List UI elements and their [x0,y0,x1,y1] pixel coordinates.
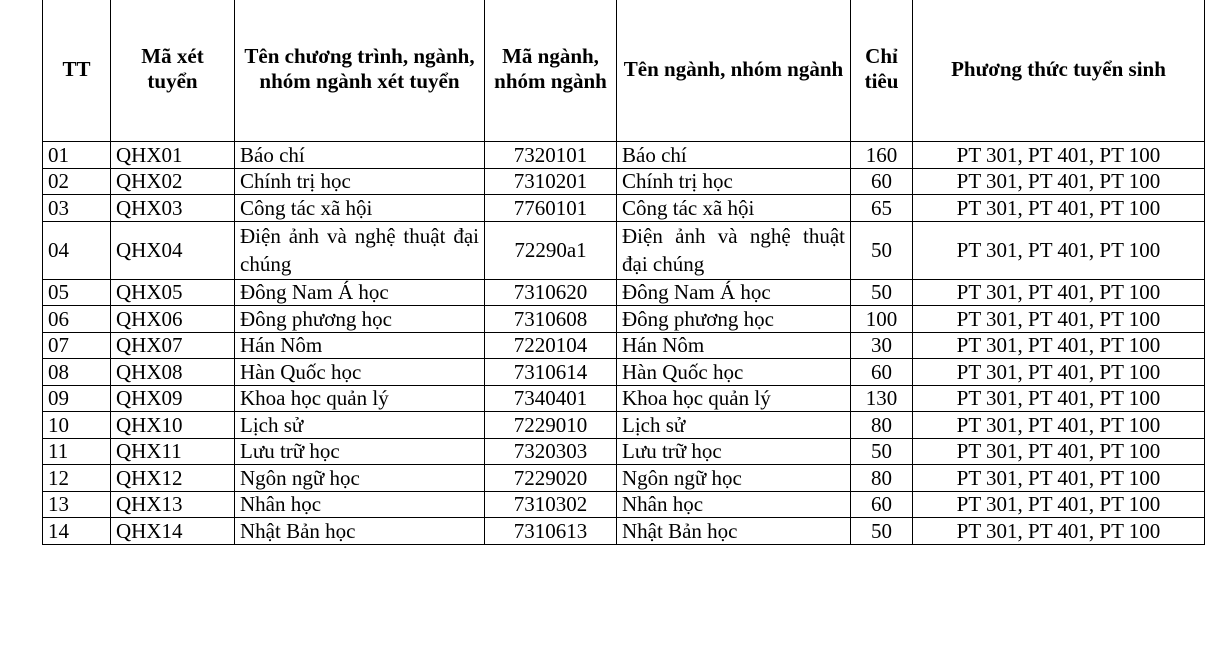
page-edge [1222,0,1228,658]
cell-program-name: Lưu trữ học [235,438,485,465]
cell-major-code: 7310614 [485,359,617,386]
cell-major-name: Lưu trữ học [617,438,851,465]
cell-quota: 60 [851,168,913,195]
cell-method: PT 301, PT 401, PT 100 [913,359,1205,386]
cell-program-name: Nhật Bản học [235,518,485,545]
header-row [43,0,1205,142]
cell-tt: 07 [43,332,111,359]
cell-major-code: 7340401 [485,385,617,412]
cell-tt: 08 [43,359,111,386]
table-row [43,518,1205,545]
cell-major-code: 7320303 [485,438,617,465]
cell-method: PT 301, PT 401, PT 100 [913,412,1205,439]
table-row [43,465,1205,492]
cell-admission-code: QHX03 [111,195,235,222]
cell-method: PT 301, PT 401, PT 100 [913,279,1205,306]
cell-quota: 30 [851,332,913,359]
cell-tt: 09 [43,385,111,412]
cell-admission-code: QHX09 [111,385,235,412]
cell-program-name: Báo chí [235,142,485,169]
header-quota: Chỉ tiêu [851,0,913,142]
cell-major-name: Nhân học [617,491,851,518]
cell-program-name: Nhân học [235,491,485,518]
cell-quota: 50 [851,438,913,465]
cell-major-name: Hàn Quốc học [617,359,851,386]
cell-major-name: Điện ảnh và nghệ thuật đại chúng [617,221,851,279]
header-tt: TT [43,0,111,142]
table-row [43,332,1205,359]
cell-program-name: Ngôn ngữ học [235,465,485,492]
cell-admission-code: QHX01 [111,142,235,169]
table-row [43,491,1205,518]
cell-quota: 100 [851,306,913,333]
cell-major-name: Nhật Bản học [617,518,851,545]
cell-method: PT 301, PT 401, PT 100 [913,306,1205,333]
cell-major-code: 7229020 [485,465,617,492]
cell-quota: 160 [851,142,913,169]
cell-tt: 14 [43,518,111,545]
cell-admission-code: QHX10 [111,412,235,439]
cell-tt: 11 [43,438,111,465]
cell-major-name: Đông phương học [617,306,851,333]
cell-program-name: Khoa học quản lý [235,385,485,412]
cell-admission-code: QHX11 [111,438,235,465]
cell-major-code: 7310620 [485,279,617,306]
header-major-code: Mã ngành, nhóm ngành [485,0,617,142]
cell-major-code: 7760101 [485,195,617,222]
cell-major-code: 7310201 [485,168,617,195]
cell-admission-code: QHX12 [111,465,235,492]
cell-method: PT 301, PT 401, PT 100 [913,438,1205,465]
cell-major-name: Báo chí [617,142,851,169]
cell-admission-code: QHX14 [111,518,235,545]
header-method: Phương thức tuyển sinh [913,0,1205,142]
cell-program-name: Điện ảnh và nghệ thuật đại chúng [235,221,485,279]
cell-major-name: Công tác xã hội [617,195,851,222]
cell-quota: 65 [851,195,913,222]
cell-tt: 13 [43,491,111,518]
cell-admission-code: QHX04 [111,221,235,279]
cell-tt: 01 [43,142,111,169]
cell-method: PT 301, PT 401, PT 100 [913,195,1205,222]
header-admission-code: Mã xét tuyển [111,0,235,142]
cell-quota: 80 [851,465,913,492]
cell-program-name: Lịch sử [235,412,485,439]
cell-tt: 12 [43,465,111,492]
cell-major-code: 7310608 [485,306,617,333]
cell-quota: 130 [851,385,913,412]
cell-tt: 06 [43,306,111,333]
table-row [43,385,1205,412]
table-row [43,142,1205,169]
cell-major-name: Khoa học quản lý [617,385,851,412]
table-row [43,359,1205,386]
cell-admission-code: QHX02 [111,168,235,195]
cell-admission-code: QHX06 [111,306,235,333]
cell-tt: 05 [43,279,111,306]
cell-major-code: 7310613 [485,518,617,545]
cell-method: PT 301, PT 401, PT 100 [913,142,1205,169]
cell-admission-code: QHX07 [111,332,235,359]
cell-tt: 10 [43,412,111,439]
cell-major-code: 7320101 [485,142,617,169]
cell-program-name: Hàn Quốc học [235,359,485,386]
table-row [43,412,1205,439]
cell-major-name: Hán Nôm [617,332,851,359]
cell-major-code: 7220104 [485,332,617,359]
table-row [43,221,1205,279]
cell-quota: 80 [851,412,913,439]
cell-tt: 04 [43,221,111,279]
cell-major-name: Lịch sử [617,412,851,439]
cell-method: PT 301, PT 401, PT 100 [913,385,1205,412]
cell-method: PT 301, PT 401, PT 100 [913,465,1205,492]
cell-major-code: 72290a1 [485,221,617,279]
table-row [43,438,1205,465]
cell-major-name: Ngôn ngữ học [617,465,851,492]
table-row [43,306,1205,333]
table-row [43,195,1205,222]
cell-quota: 50 [851,221,913,279]
cell-major-name: Chính trị học [617,168,851,195]
cell-program-name: Chính trị học [235,168,485,195]
cell-program-name: Đông Nam Á học [235,279,485,306]
cell-quota: 50 [851,518,913,545]
cell-admission-code: QHX13 [111,491,235,518]
cell-major-code: 7229010 [485,412,617,439]
cell-admission-code: QHX08 [111,359,235,386]
cell-quota: 50 [851,279,913,306]
table-body [43,142,1205,545]
cell-major-name: Đông Nam Á học [617,279,851,306]
cell-method: PT 301, PT 401, PT 100 [913,168,1205,195]
cell-method: PT 301, PT 401, PT 100 [913,332,1205,359]
table-row [43,279,1205,306]
cell-program-name: Hán Nôm [235,332,485,359]
cell-quota: 60 [851,491,913,518]
cell-method: PT 301, PT 401, PT 100 [913,221,1205,279]
cell-major-code: 7310302 [485,491,617,518]
cell-admission-code: QHX05 [111,279,235,306]
header-major-name: Tên ngành, nhóm ngành [617,0,851,142]
cell-quota: 60 [851,359,913,386]
cell-program-name: Đông phương học [235,306,485,333]
cell-tt: 02 [43,168,111,195]
header-program-name: Tên chương trình, ngành, nhóm ngành xét tuyển [235,0,485,142]
admissions-table [42,0,1205,545]
cell-program-name: Công tác xã hội [235,195,485,222]
table-row [43,168,1205,195]
cell-tt: 03 [43,195,111,222]
cell-method: PT 301, PT 401, PT 100 [913,491,1205,518]
cell-method: PT 301, PT 401, PT 100 [913,518,1205,545]
